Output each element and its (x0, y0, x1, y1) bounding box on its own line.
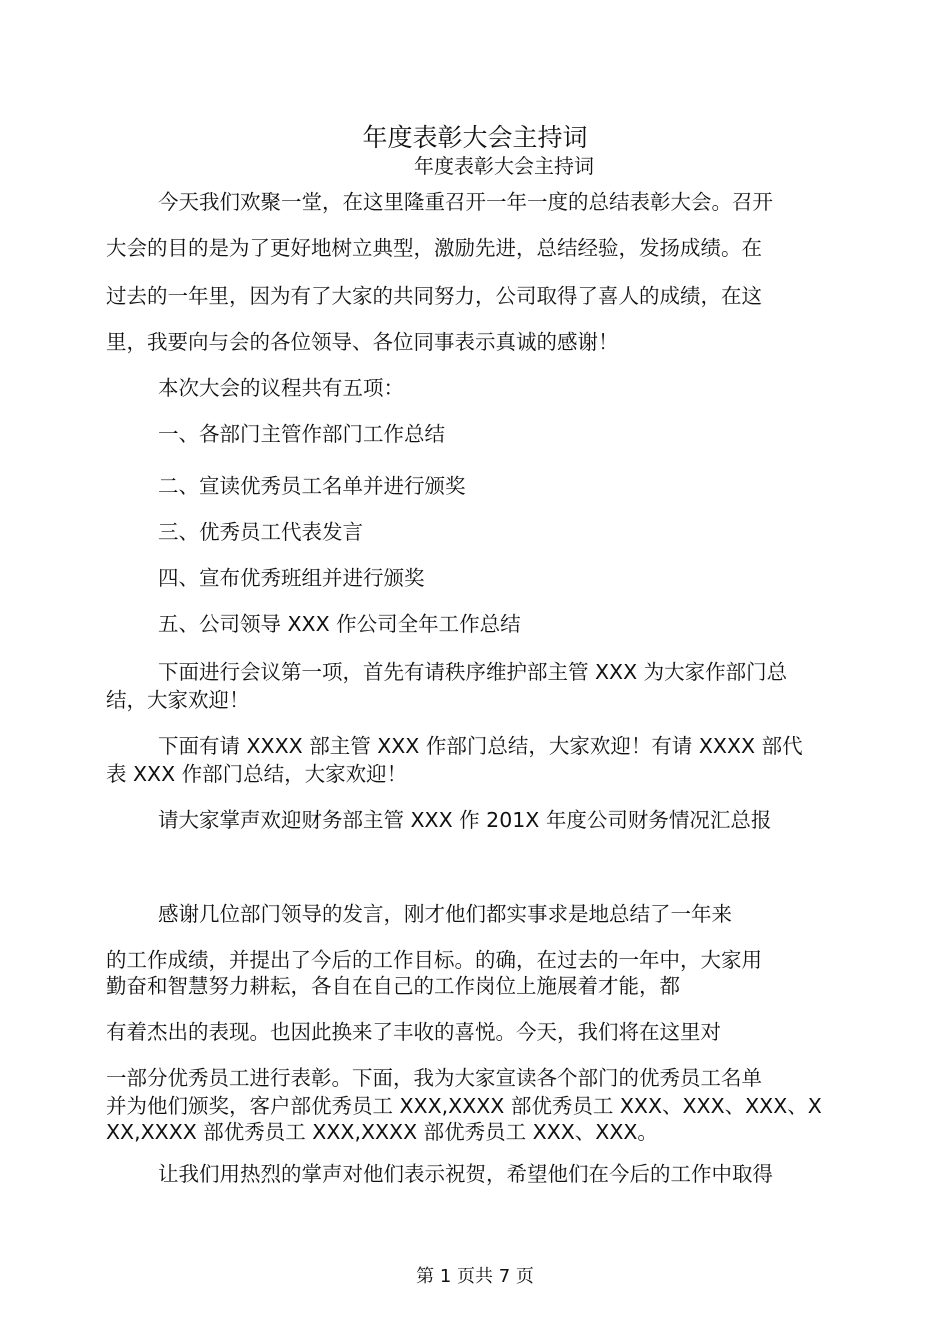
paragraph-line: 感谢几位部门领导的发言，刚才他们都实事求是地总结了一年来 (158, 902, 732, 926)
paragraph-line: 大会的目的是为了更好地树立典型，激励先进，总结经验，发扬成绩。在 (106, 236, 762, 260)
paragraph-line: 一部分优秀员工进行表彰。下面，我为大家宣读各个部门的优秀员工名单 (106, 1066, 762, 1090)
paragraph-line: 让我们用热烈的掌声对他们表示祝贺，希望他们在今后的工作中取得 (158, 1162, 773, 1186)
paragraph-line: 的工作成绩，并提出了今后的工作目标。的确，在过去的一年中，大家用 (106, 948, 762, 972)
paragraph-line: 有着杰出的表现。也因此换来了丰收的喜悦。今天，我们将在这里对 (106, 1020, 721, 1044)
paragraph-line: 里，我要向与会的各位领导、各位同事表示真诚的感谢！ (106, 330, 619, 354)
paragraph-line: 过去的一年里，因为有了大家的共同努力，公司取得了喜人的成绩，在这 (106, 284, 762, 308)
paragraph-line: 下面有请 XXXX 部主管 XXX 作部门总结，大家欢迎！有请 XXXX 部代 (158, 734, 803, 758)
paragraph-line: 请大家掌声欢迎财务部主管 XXX 作 201X 年度公司财务情况汇总报 (158, 808, 772, 832)
document-subtitle: 年度表彰大会主持词 (414, 154, 594, 178)
agenda-item: 三、优秀员工代表发言 (158, 520, 363, 544)
document-title: 年度表彰大会主持词 (362, 123, 588, 152)
page-footer: 第 1 页共 7 页 (416, 1266, 534, 1287)
paragraph-line: XX,XXXX 部优秀员工 XXX,XXXX 部优秀员工 XXX、XXX。 (106, 1120, 658, 1144)
paragraph-line: 下面进行会议第一项，首先有请秩序维护部主管 XXX 为大家作部门总 (158, 660, 788, 684)
agenda-item: 二、宣读优秀员工名单并进行颁奖 (158, 474, 466, 498)
paragraph-line: 表 XXX 作部门总结，大家欢迎！ (106, 762, 408, 786)
paragraph-line: 本次大会的议程共有五项： (158, 376, 404, 400)
agenda-item: 五、公司领导 XXX 作公司全年工作总结 (158, 612, 521, 636)
paragraph-line: 勤奋和智慧努力耕耘，各自在自己的工作岗位上施展着才能，都 (106, 974, 680, 998)
agenda-item: 四、宣布优秀班组并进行颁奖 (158, 566, 425, 590)
paragraph-line: 并为他们颁奖，客户部优秀员工 XXX,XXXX 部优秀员工 XXX、XXX、XXX、X (106, 1094, 822, 1118)
paragraph-line: 今天我们欢聚一堂，在这里隆重召开一年一度的总结表彰大会。召开 (158, 190, 773, 214)
agenda-item: 一、各部门主管作部门工作总结 (158, 422, 445, 446)
paragraph-line: 结，大家欢迎！ (106, 688, 250, 712)
